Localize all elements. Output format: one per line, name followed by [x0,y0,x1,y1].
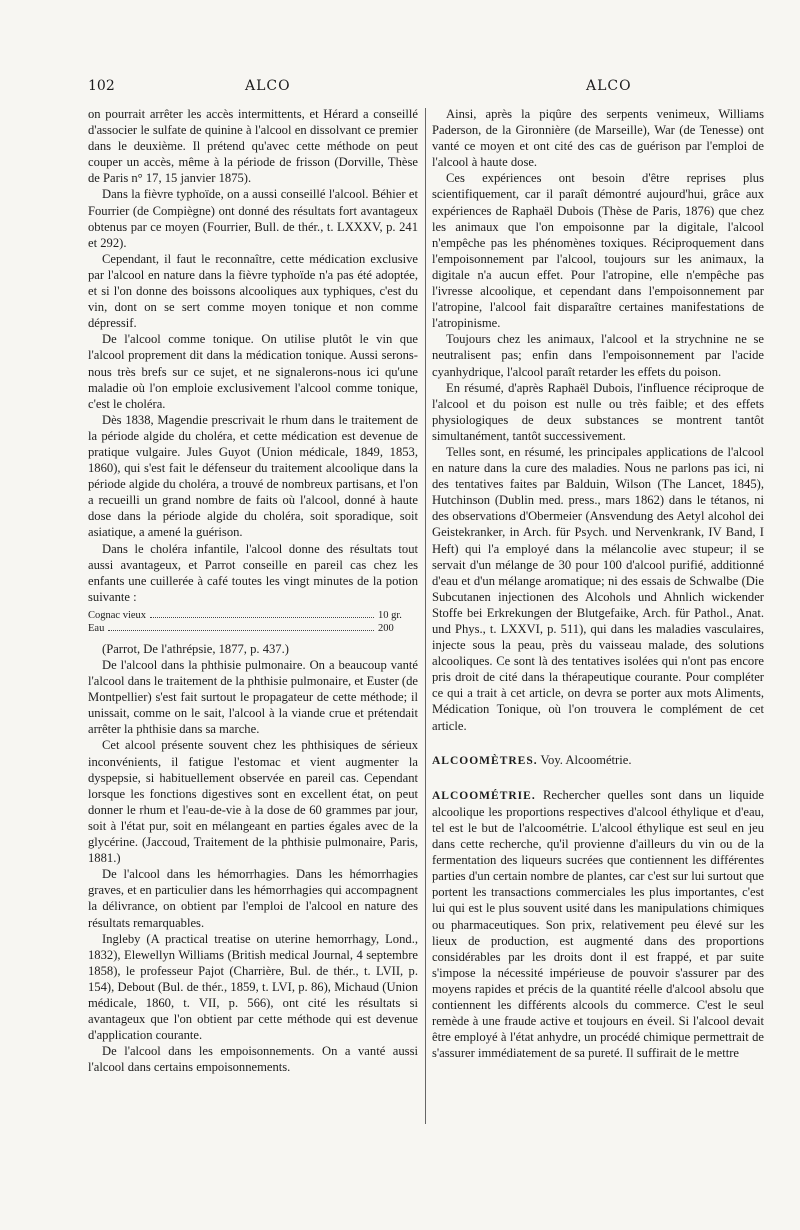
paragraph: Cet alcool présente souvent chez les phthisiques de sérieux inconvénients, il fatigue l'estomac et vient augmenter la dyspepsie, si habituellement observée en pareil cas. Cependant lorsque les fonctions digestives sont en excellent état, on peut donner le rhum et l'eau-de-vie à la dose de 60 grammes par jour, soit à l'état pur, soit en mélangeant en parties égales avec de la glycérine. (Jaccoud, Traitement de la phthisie pulmonaire, Paris, 1881.) [88,738,418,866]
entry-text: Rechercher quelles sont dans un liquide alcoolique les proportions respectives d'alcool éthylique et d'eau, tel est le but de l'alcoométrie. L'alcool éthylique est seul en jeu dans cette recherche, qu'il provienne d'ailleurs du vin ou de la fermentation des liqueurs sucrées que contiennent les différentes parties d'un certain nombre de plantes, car c'est sur lui surtout que portent les transactions commerciales les plus importantes, c'est lui qui est le plus souvent usité dans les manipulations chimiques ou pharmaceutiques. Son prix, relativement peu élevé sur les lieux de production, est augmenté dans des proportions considérables par les droits dont il est frappé, et par suite s'impose la nécessité impérieuse de pouvoir s'assurer par des moyens rapides et précis de la quantité réelle d'alcool absolu que contiennent les différents alcools du commerce. C'est le seul remède à une fraude active et toujours en éveil. Si l'alcool devait être employé à l'état anhydre, un procédé chimique permettrait de s'assurer immédiatement de sa pureté. Il suffirait de le mettre [432,787,764,1061]
paragraph: Ainsi, après la piqûre des serpents venimeux, Williams Paderson, de la Gironnière (de Marseille), War (de Tenesse) ont vanté ce moyen et ont cité des cas de guérison par l'emploi de l'alcool à haute dose. [432,107,764,170]
paragraph: Toujours chez les animaux, l'alcool et la strychnine ne se neutralisent pas; enfin dans l'empoisonnement par l'acide cyanhydrique, l'alcool paraît retarder les effets du poison. [432,332,764,379]
recipe-table [88,609,418,635]
dictionary-entry-alcoometrie [432,787,764,1062]
leader-dots [150,617,374,618]
recipe-quantity: 10 gr. [378,609,402,621]
page-header [88,78,760,98]
leader-dots [108,630,374,631]
paragraph: De l'alcool comme tonique. On utilise plutôt le vin que l'alcool proprement dit dans la médication tonique. Aussi serons-nous très brefs sur ce sujet, et ne signalerons-nous ici qu'une maladie où l'on emploie exclusivement l'alcool comme tonique, c'est le choléra. [88,332,418,411]
paragraph: De l'alcool dans la phthisie pulmonaire. On a beaucoup vanté l'alcool dans le traitement de la phthisie pulmonaire, et Euster (de Montpellier) s'est fait surtout le propagateur de cette méthode; il unissait, comme on le sait, l'alcool à la viande crue et prétendait arrêter la phthisie dans sa marche. [88,658,418,737]
paragraph: Dans le choléra infantile, l'alcool donne des résultats tout aussi avantageux, et Parrot conseille en pareil cas chez les enfants une cuillerée à café toutes les vingt minutes de la potion suivante : [88,541,418,604]
paragraph: De l'alcool dans les hémorrhagies. Dans les hémorrhagies graves, et en particulier dans les hémorrhagies qui accompagnent la délivrance, on obtient par l'emploi de l'alcool en nature des résultats remarquables. [88,867,418,930]
paragraph: Dans la fièvre typhoïde, on a aussi conseillé l'alcool. Béhier et Fourrier (de Compiègne) ont donné des résultats fort avantageux obtenus par ce moyen (Fourrier, Bull. de thér., t. LXXXV, p. 241 et 292). [88,187,418,250]
right-column [432,106,764,1061]
paragraph: Ces expériences ont besoin d'être reprises plus scientifiquement, car il paraît démontré aujourd'hui, grâce aux expériences de Raphaël Dubois (Thèse de Paris, 1876) que chez les animaux que l'on empoisonne par la digitale, l'alcool n'empêche pas les phénomènes toxiques. Réciproquement dans l'empoisonnement par l'alcool, toujours sur les animaux, la digitale n'a aucun effet. Pour l'atropine, elle n'empêche pas l'ivresse alcoolique, et cependant dans l'empoisonnement par l'atropine, l'alcool fait disparaître certaines manifestations de l'atropinisme. [432,171,764,331]
citation: (Parrot, De l'athrépsie, 1877, p. 437.) [102,641,289,656]
column-divider [425,108,426,1124]
recipe-row [88,609,418,622]
entry-headword: ALCOOMÈTRES. [432,754,538,767]
recipe-row [88,622,418,635]
dictionary-entry-alcoometres [432,752,764,769]
paragraph: on pourrait arrêter les accès intermittents, et Hérard a conseillé d'associer le sulfate de quinine à l'alcool en dissolvant ce premier dans le deuxième. Il prétend qu'avec cette méthode on peut couper un accès, même à la période de frisson (Dorville, Thèse de Paris n° 17, 15 janvier 1875). [88,107,418,186]
paragraph: Telles sont, en résumé, les principales applications de l'alcool en nature dans la cure des maladies. Nous ne parlons pas ici, ni des tentatives faites par Balduin, Wilson (The Lancet, 1845), Hutchinson (Dublin med. press., mars 1862) dans le tétanos, ni des observations d'Obermeier (Ansvendung des Aetyl alcohol dei Geistekranker, in Arch. für Psych. und Nervenkrank, IV Band, I Heft) qui l'a employé dans la mélancolie avec stupeur; il se servait d'un mélange de 30 pour 100 d'alcool purifié, additionné d'eau et d'un mélange aromatique; ni des essais de Schwalbe (Die Subcutanen injectionen des Alcohols und Ahnlich wickender Stoffe bei Erkrekungen der Blutgefaike, Arch. für Pathol., Anat. und Phys., t. LXXVI, p. 511), qui dans les maladies vasculaires, injecte sous la peau, près du vaisseau malade, des solutions alcooliques. Ce sont là des tentatives isolées qui n'ont pas encore pris droit de cité dans la thérapeutique courante. Pour compléter ce qui a trait à cet article, on devra se porter aux mots Aliments, Médication Tonique, où l'on trouvera le complément de cet article. [432,444,764,733]
paragraph: De l'alcool dans les empoisonnements. On a vanté aussi l'alcool dans certains empoisonnements. [88,1044,418,1075]
paragraph: Ingleby (A practical treatise on uterine hemorrhagy, Lond., 1832), Elewellyn Williams (British medical Journal, 4 septembre 1858), le professeur Pajot (Charrière, Bul. de thér., t. LVII, p. 154), Debout (Bul. de thér., 1859, t. LVI, p. 86), Michaud (Union médicale, 1860, t. VII, p. 566), ont cité les résultats si avantageux que l'on obtient par cette méthode qui est devenue d'application courante. [88,931,418,1043]
recipe-ingredient: Eau [88,622,105,634]
paragraph: Dès 1838, Magendie prescrivait le rhum dans le traitement de la période algide du choléra, et cette médication est devenue de pratique vulgaire. Jules Guyot (Union médicale, 1849, 1853, 1860), qui s'est fait le défenseur du traitement alcoolique dans la période algide du choléra, a trouvé de nombreux partisans, et l'on a recueilli un grand nombre de faits où l'alcool, donné à haute dose dans la période algide du choléra, soit sporadique, soit asiatique, a amené la guérison. [88,412,418,540]
page-number: 102 [88,78,115,94]
entry-text: Voy. Alcoométrie. [537,752,632,767]
recipe-ingredient: Cognac vieux [88,609,147,621]
recipe-quantity: 200 [378,622,394,634]
running-head-right: ALCO [586,78,632,94]
paragraph: En résumé, d'après Raphaël Dubois, l'influence réciproque de l'alcool et du poison est nulle ou très faible; et des effets physiologiques de deux substances se montrent tantôt simultanément, tantôt successivement. [432,380,764,443]
running-head-left: ALCO [245,78,291,94]
left-column [88,106,418,1075]
entry-headword: ALCOOMÉTRIE. [432,789,536,802]
paragraph: Cependant, il faut le reconnaître, cette médication exclusive par l'alcool en nature dans la fièvre typhoïde n'a pas été adoptée, et si l'on donne des boissons alcooliques aux typhiques, c'est du vin, dont on se sert comme moyen tonique et non comme dépressif. [88,251,418,331]
